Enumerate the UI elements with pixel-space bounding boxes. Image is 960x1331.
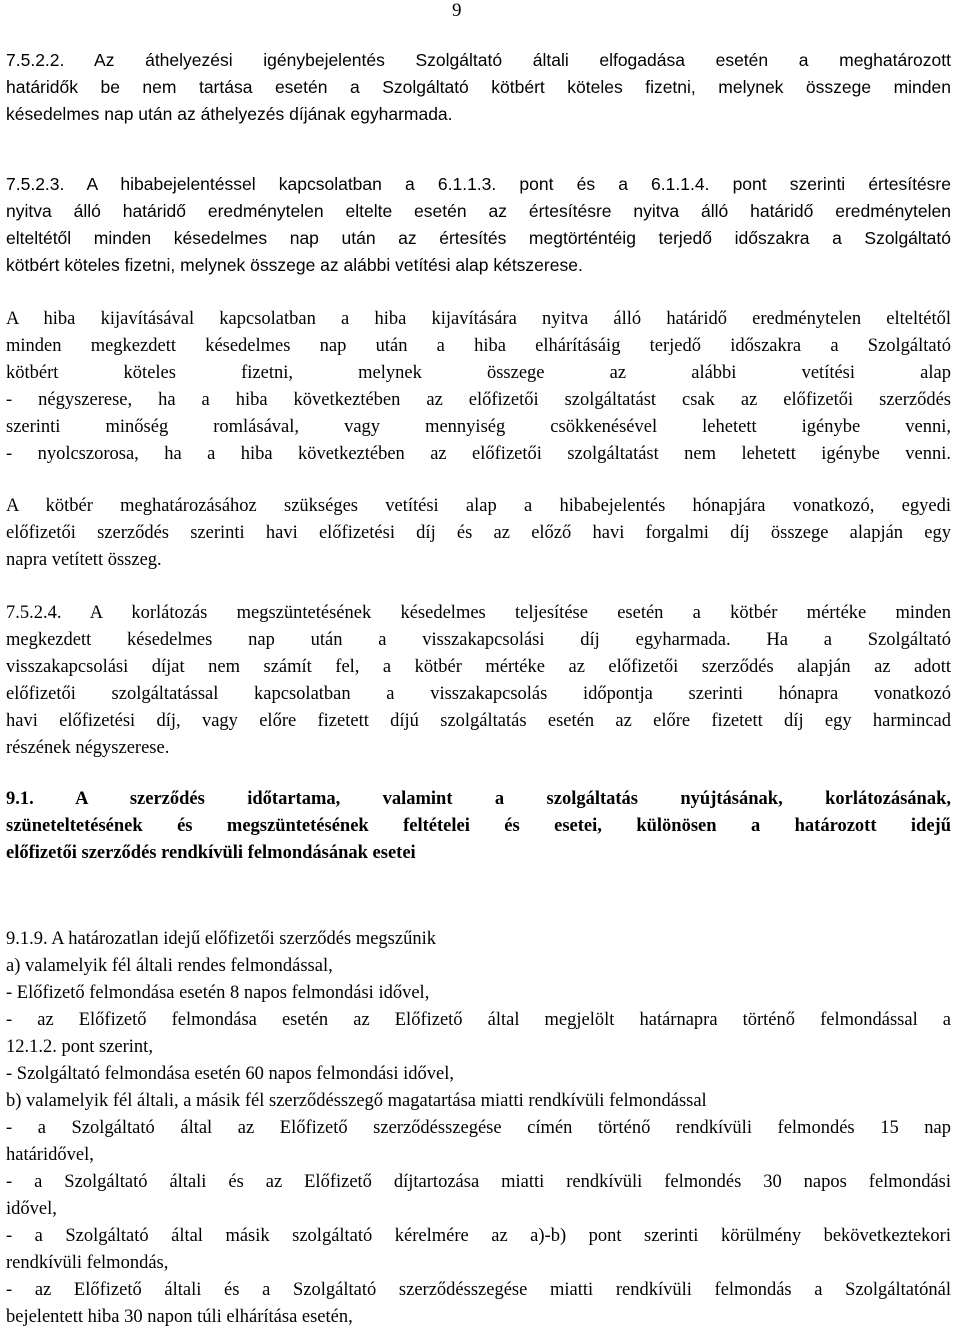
text-line: rendkívüli felmondás, [6,1253,169,1273]
paragraph-7-5-2-2 [6,47,951,128]
text-line: napra vetített összeg. [6,550,162,570]
heading-line: előfizetői szerződés rendkívüli felmondásának esetei [6,843,416,863]
text-line: kötbért köteles fizetni, melynek összege az alábbi vetítési alap [6,363,951,383]
text-line: - nyolcszorosa, ha a hiba következtében az előfizetői szolgáltatást nem lehetett igénybe venni. [6,444,951,464]
text-line: idővel, [6,1199,57,1219]
heading-line: szüneteltetésének és megszüntetésének feltételei és esetei, különösen a határozott idejű [6,816,951,836]
text-line: 7.5.2.3. A hibabejelentéssel kapcsolatban a 6.1.1.3. pont és a 6.1.1.4. pont szerinti értesítésre [6,174,951,194]
text-line: - a Szolgáltató által az Előfizető szerződésszegése címén történő rendkívüli felmondés 15 nap [6,1118,951,1138]
text-line: - Szolgáltató felmondása esetén 60 napos felmondási idővel, [6,1064,454,1084]
text-line: határidők be nem tartása esetén a Szolgáltató kötbért köteles fizetni, melynek összege minden [6,77,951,97]
text-line: előfizetői szerződés szerinti havi előfizetési díj és az előző havi forgalmi díj összege alapján egy [6,523,951,543]
text-line: kötbért köteles fizetni, melynek összege az alábbi vetítési alap kétszerese. [6,255,583,275]
paragraph-7-5-2-4 [6,600,951,762]
text-line: elteltétől minden késedelmes nap után az értesítés megtörténtéig terjedő időszakra a Szolgáltató [6,228,951,248]
text-line: - az Előfizető felmondása esetén az Előfizető által megjelölt határnapra történő felmondással a [6,1010,951,1030]
text-line: A hiba kijavításával kapcsolatban a hiba kijavítására nyitva álló határidő eredménytelen elteltétől [6,309,951,329]
text-line: havi előfizetési díj, vagy előre fizetett díjú szolgáltatás esetén az előre fizetett díj egy harmincad [6,711,951,731]
text-line: minden megkezdett késedelmes nap után a hiba elhárításáig terjedő időszakra a Szolgáltató [6,336,951,356]
text-line: - a Szolgáltató általi és az Előfizető díjtartozása miatti rendkívüli felmondés 30 napos felmondási [6,1172,951,1192]
text-line: határidővel, [6,1145,94,1165]
text-line: bejelentett hiba 30 napon túli elhárítása esetén, [6,1307,353,1327]
text-line: a) valamelyik fél általi rendes felmondással, [6,956,333,976]
paragraph-7-5-2-3 [6,171,951,279]
text-line: előfizetői szolgáltatással kapcsolatban a visszakapcsolás időpontja szerinti hónapra vonatkozó [6,684,951,704]
text-line: A kötbér meghatározásához szükséges vetítési alap a hibabejelentés hónapjára vonatkozó, egyedi [6,496,951,516]
text-line: 7.5.2.2. Az áthelyezési igénybejelentés Szolgáltató általi elfogadása esetén a meghatározott [6,50,951,70]
text-line: megkezdett késedelmes nap után a visszakapcsolási díj egyharmada. Ha a Szolgáltató [6,630,951,650]
text-line: - az Előfizető általi és a Szolgáltató szerződésszegése miatti rendkívüli felmondás a Szolgáltatónál [6,1280,951,1300]
text-line: szerinti minőség romlásával, vagy mennyiség csökkenésével lehetett igénybe venni, [6,417,951,437]
page-number: 9 [452,0,462,21]
text-line: 7.5.2.4. A korlátozás megszüntetésének késedelmes teljesítése esetén a kötbér mértéke minden [6,603,951,623]
text-line: - négyszerese, ha a hiba következtében az előfizetői szolgáltatást csak az előfizetői szerződés [6,390,951,410]
paragraph-9-1-9 [6,926,951,1331]
text-line: 9.1.9. A határozatlan idejű előfizetői szerződés megszűnik [6,929,436,949]
heading-line: 9.1. A szerződés időtartama, valamint a szolgáltatás nyújtásának, korlátozásának, [6,789,951,809]
section-heading-9-1 [6,786,951,867]
text-line: késedelmes nap után az áthelyezés díjának egyharmada. [6,104,453,124]
text-line: b) valamelyik fél általi, a másik fél szerződésszegő magatartása miatti rendkívüli felmondással [6,1091,707,1111]
paragraph-kotber-vetitesi-alap [6,493,951,574]
text-line: részének négyszerese. [6,738,170,758]
paragraph-hiba-kijavitas [6,306,951,468]
text-line: nyitva álló határidő eredménytelen eltelte esetén az értesítésre nyitva álló határidő eredménytelen [6,201,951,221]
text-line: visszakapcsolási díjat nem számít fel, a kötbér mértéke az előfizetői szerződés alapján az adott [6,657,951,677]
text-line: - Előfizető felmondása esetén 8 napos felmondási idővel, [6,983,430,1003]
text-line: - a Szolgáltató által másik szolgáltató kérelmére az a)-b) pont szerinti körülmény bekövetkeztekori [6,1226,951,1246]
text-line: 12.1.2. pont szerint, [6,1037,153,1057]
